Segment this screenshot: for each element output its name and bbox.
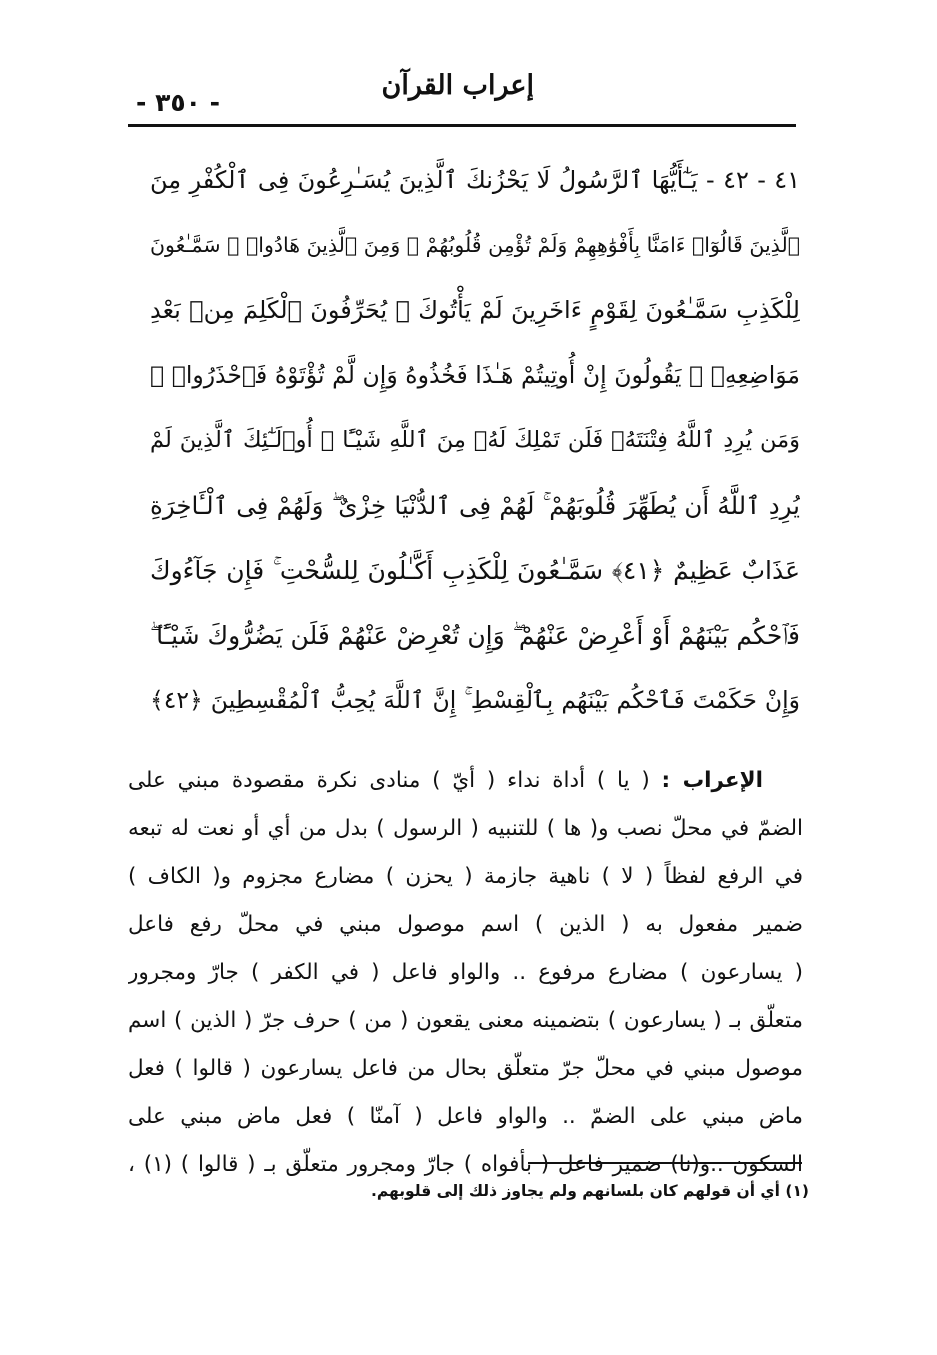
irab-line: موصول مبني في محلّ جرّ متعلّق بحال من فاعل يسارعون ( قالوا ) فعل bbox=[128, 1056, 803, 1081]
verse-line: وَمَن يُرِدِ ٱللَّهُ فِتْنَتَهُۥ فَلَن تَمْلِكَ لَهُۥ مِنَ ٱللَّهِ شَيْـًٔا ۚ أُو۟لَـٰٓئِكَ ٱلَّذِينَ لَمْ bbox=[150, 427, 800, 453]
irab-line: ضمير مفعول به ( الذين ) اسم موصول مبني في محلّ رفع فاعل bbox=[128, 912, 803, 937]
page-title: إعراب القرآن bbox=[381, 70, 534, 101]
irab-line: الضمّ في محلّ نصب و( ها ) للتنبيه ( الرسول ) بدل من أي أو نعت له تبعه bbox=[128, 816, 803, 841]
verse-line: يُرِدِ ٱللَّهُ أَن يُطَهِّرَ قُلُوبَهُمْ ۚ لَهُمْ فِى ٱلدُّنْيَا خِزْىٌ ۖ وَلَهُمْ فِى ٱلْـَٔاخِرَةِ bbox=[150, 491, 800, 520]
page-header bbox=[128, 62, 796, 122]
page-number: - ٣٥٠ - bbox=[136, 88, 220, 117]
irab-line: ( يسارعون ) مضارع مرفوع .. والواو فاعل ( في الكفر ) جارّ ومجرور bbox=[128, 960, 803, 985]
header-divider bbox=[128, 124, 796, 127]
verse-line: ٤١ - ٤٢ - يَـٰٓأَيُّهَا ٱلرَّسُولُ لَا يَحْزُنكَ ٱلَّذِينَ يُسَـٰرِعُونَ فِى ٱلْكُفْرِ مِنَ bbox=[150, 166, 800, 194]
irab-first-line bbox=[128, 757, 803, 805]
verse-line: فَٱحْكُم بَيْنَهُمْ أَوْ أَعْرِضْ عَنْهُمْ ۖ وَإِن تُعْرِضْ عَنْهُمْ فَلَن يَضُرُّوكَ شَيْـًٔا ۖ bbox=[150, 621, 800, 650]
verse-line: وَإِنْ حَكَمْتَ فَٱحْكُم بَيْنَهُم بِٱلْقِسْطِ ۚ إِنَّ ٱللَّهَ يُحِبُّ ٱلْمُقْسِطِينَ ﴿٤٢﴾ bbox=[150, 686, 800, 714]
irab-text: ( يا ) أداة نداء ( أيّ ) منادى نكرة مقصودة مبني على bbox=[128, 768, 650, 793]
footnote: (١) أي أن قولهم كان بلسانهم ولم يجاوز ذلك إلى قلوبهم. bbox=[370, 1182, 809, 1200]
verse-line: عَذَابٌ عَظِيمٌ ﴿٤١﴾ سَمَّـٰعُونَ لِلْكَذِبِ أَكَّـٰلُونَ لِلسُّحْتِ ۚ فَإِن جَآءُوكَ bbox=[150, 556, 800, 585]
irab-heading: الإعراب : bbox=[661, 768, 763, 793]
irab-line: السكون ..و(نا) ضمير فاعل ( بأفواه ) جارّ ومجرور متعلّق بـ ( قالوا ) (١) ، bbox=[128, 1152, 803, 1177]
irab-line: متعلّق بـ ( يسارعون ) بتضمينه معنى يقعون ( من ) حرف جرّ ( الذين ) اسم bbox=[128, 1008, 803, 1033]
footnote-divider bbox=[528, 1162, 802, 1164]
verse-line: مَوَاضِعِهِۦ ۖ يَقُولُونَ إِنْ أُوتِيتُمْ هَـٰذَا فَخُذُوهُ وَإِن لَّمْ تُؤْتَوْهُ فَٱحْذَرُوا۟ ۚ bbox=[150, 361, 800, 389]
irab-line: في الرفع لفظاً ( لا ) ناهية جازمة ( يحزن ) مضارع مجزوم و( الكاف ) bbox=[128, 864, 803, 889]
irab-section bbox=[128, 757, 803, 1189]
verse-line: ٱلَّذِينَ قَالُوٓا۟ ءَامَنَّا بِأَفْوَٰهِهِمْ وَلَمْ تُؤْمِن قُلُوبُهُمْ ۛ وَمِنَ ٱلَّذِينَ هَادُوا۟ ۛ سَمَّـٰعُونَ bbox=[150, 233, 800, 257]
irab-line: ماض مبني على الضمّ .. والواو فاعل ( آمنّا ) فعل ماض مبني على bbox=[128, 1104, 803, 1129]
quran-verses bbox=[150, 148, 800, 733]
verse-line: لِلْكَذِبِ سَمَّـٰعُونَ لِقَوْمٍ ءَاخَرِينَ لَمْ يَأْتُوكَ ۖ يُحَرِّفُونَ ٱلْكَلِمَ مِنۢ بَعْدِ bbox=[150, 296, 800, 324]
